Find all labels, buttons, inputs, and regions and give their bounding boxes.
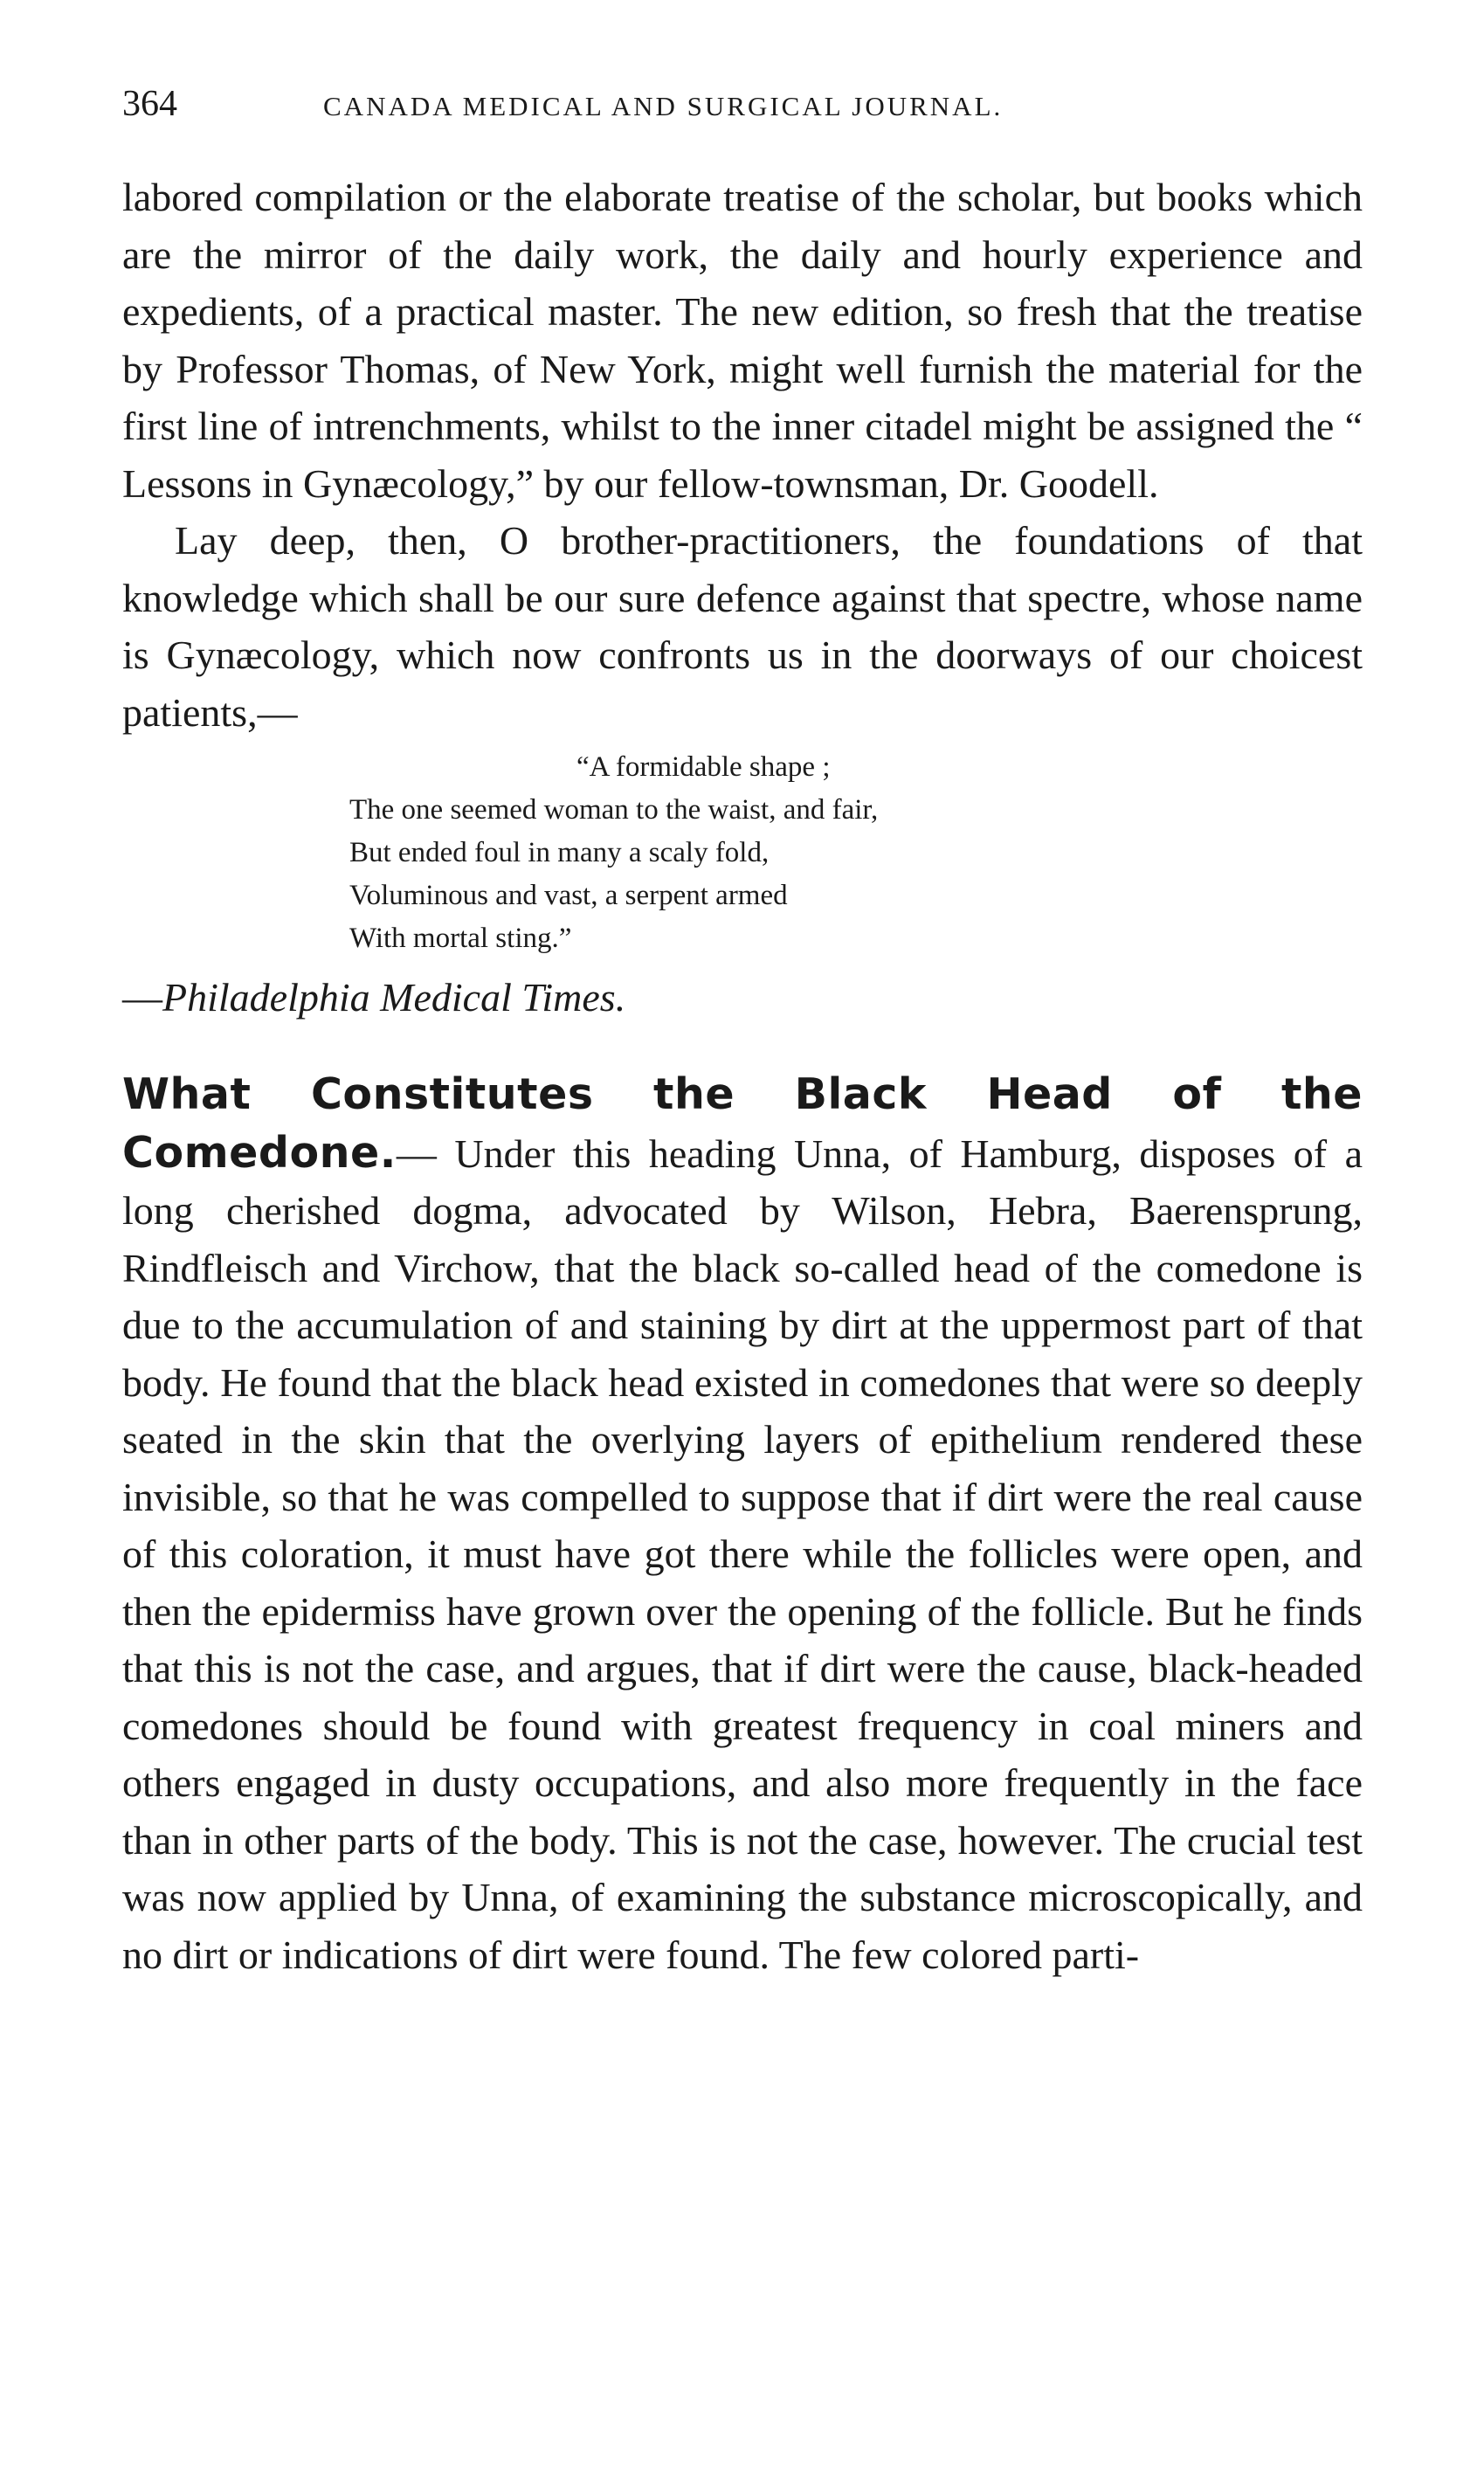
quote-line: But ended foul in many a scaly fold, [349,837,770,868]
page-number: 364 [122,84,177,124]
paragraph-brother-practitioners: Lay deep, then, O brother-practitioners, the foundations of that knowledge which shall be our sure defence against that spectre, whose name is Gynæcology, which now confronts us in the doorways of our choicest patients,— [122,518,1363,735]
running-head: CANADA MEDICAL AND SURGICAL JOURNAL. [323,91,1004,121]
verse-quotation [349,746,1363,960]
quote-line: Voluminous and vast, a serpent armed [349,880,788,911]
paragraph-continued: labored compilation or the elaborate treatise of the scholar, but books which are the mirror of the daily work, the daily and hourly experience and expedients, of a practical master. The new edition, so fresh that the treatise by Professor Thomas, of New York, might well furnish the material for the first line of intrenchments, whilst to the inner citadel might be assigned the “ Lessons in Gynæcology,” by our fellow-townsman, Dr. Goodell. [122,175,1363,506]
attribution-source: Philadelphia Medical Times. [162,975,626,1020]
section-title: What Constitutes the Black Head of the Comedone. [122,1069,1363,1178]
section-text: Under this heading Unna, of Hamburg, disposes of a long cherished dogma, advocated by Wilson, Hebra, Baerensprung, Rindfleisch and Virchow, that the black so-called head of the comedone is due to the accumulation of and staining by dirt at the uppermost part of that body. He found that the black head existed in comedones that were so deeply seated in the skin that the overlying layers of epithelium rendered these invisible, so that he was compelled to suppose that if dirt were the real cause of this coloration, it must have got there while the follicles were open, and then the epidermiss have grown over the opening of the follicle. But he finds that this is not the case, and argues, that if dirt were the cause, black-headed comedones should be found with greatest frequency in coal miners and others engaged in dusty occupations, and also more frequently in the face than in other parts of the body. This is not the case, however. The crucial test was now applied by Unna, of examining the substance microscopically, and no dirt or indications of dirt were found. The few colored parti- [122,1130,1363,1977]
section-comedone [122,1066,1363,1983]
quote-line: With mortal sting.” [349,923,572,954]
quote-line: The one seemed woman to the waist, and fair, [349,794,879,826]
page-header [122,83,1363,153]
source-attribution [122,969,1363,1026]
section-dash: — [396,1130,455,1176]
quote-line: “A formidable shape ; [576,751,831,783]
attribution-dash: — [122,975,162,1020]
journal-page [122,83,1363,1983]
